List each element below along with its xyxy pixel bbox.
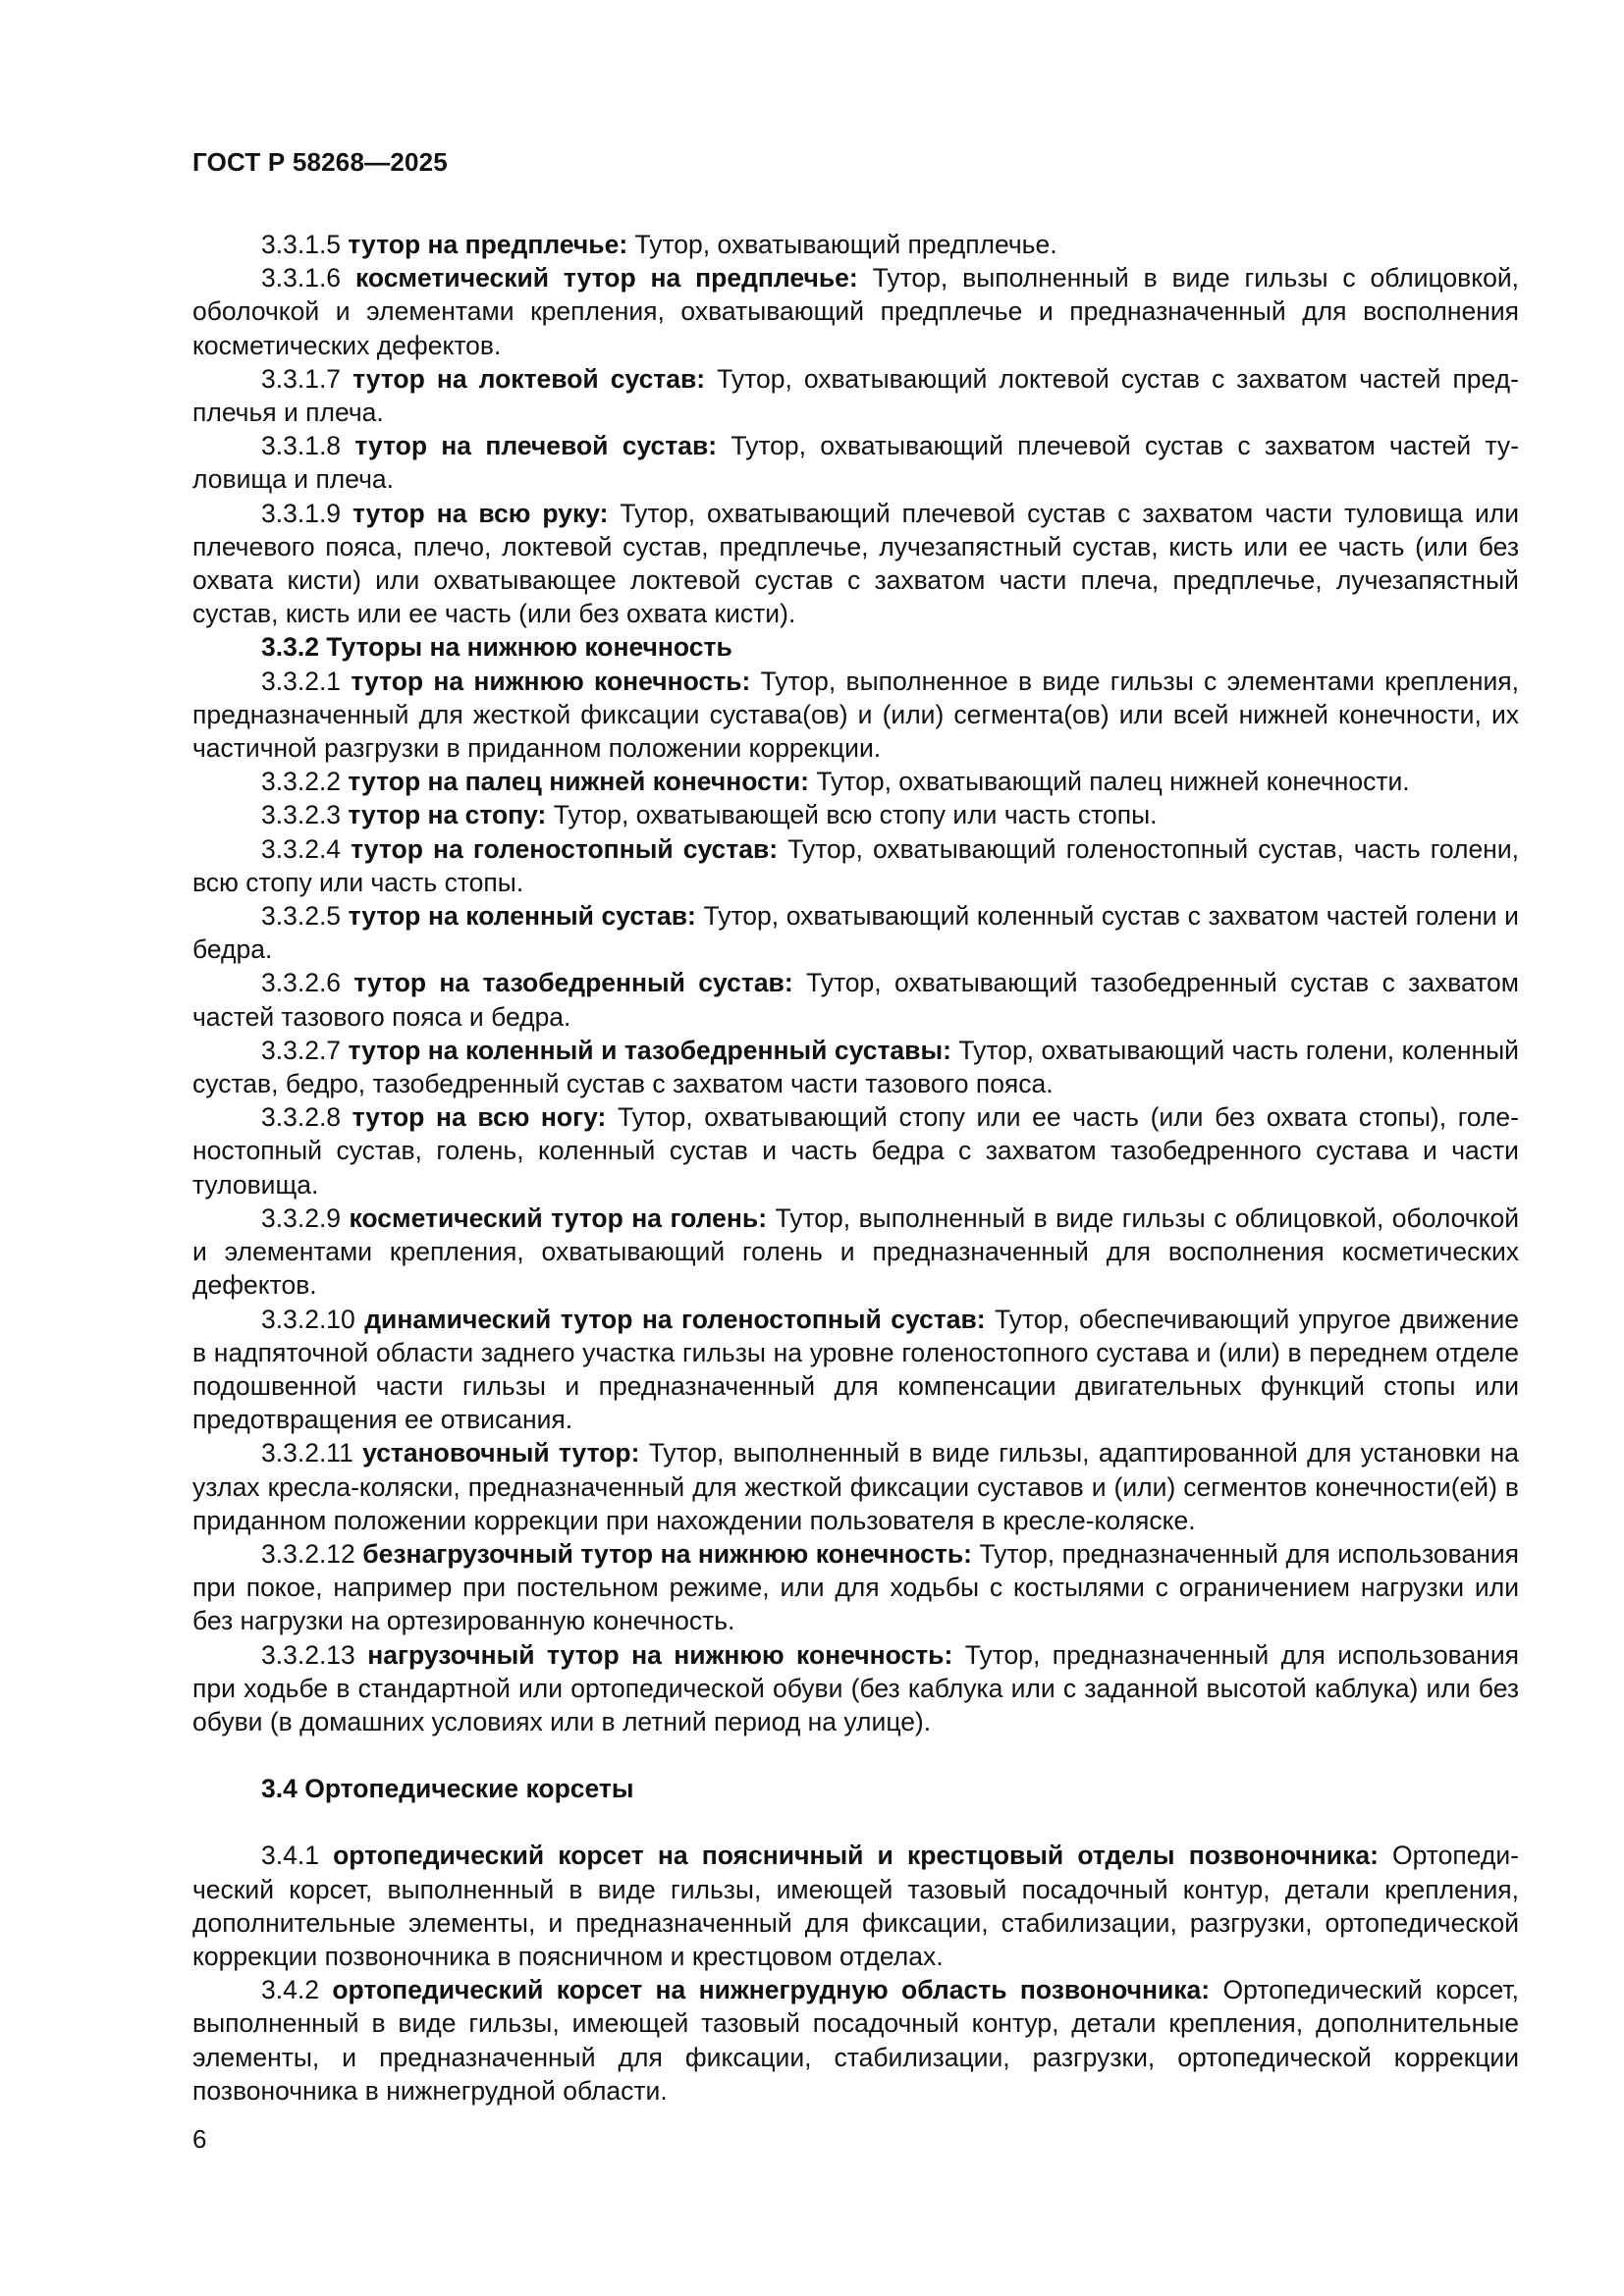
entry-definition: Тутор, выполненное в виде гильзы с элементами крепления, предназначенный для жесткой фиксации сустава(ов) и (или) сегмента(ов) или всей нижней конечности, их частичной разгрузки в приданном положении коррекции. xyxy=(192,666,1519,764)
entry-term: тутор на стопу: xyxy=(348,800,547,830)
entry-term: тутор на коленный и тазобедренный суставы: xyxy=(348,1035,951,1065)
entry-number: 3.3.2.1 xyxy=(261,666,342,696)
definition-entry xyxy=(192,899,1519,966)
entry-number: 3.3.2.10 xyxy=(261,1304,355,1334)
entry-number: 3.4.1 xyxy=(261,1841,319,1871)
entry-number: 3.3.1.5 xyxy=(261,230,342,259)
entry-definition: Тутор, охватывающий стопу или ее часть (или без охвата стопы), голеностопный сустав, голень, коленный сустав и часть бедра с захватом тазобедренного сустава и части туловища. xyxy=(192,1102,1519,1200)
entry-term: ортопедический корсет на нижнегрудную область позвоночника: xyxy=(332,1975,1211,2005)
entry-definition: Ортопедический корсет, выполненный в виде гильзы, имеющей тазовый посадочный контур, детали крепления, дополнительные элементы, и предназначенный для фиксации, стабилизации, разгрузки, ортопедической коррекции позвоночника в нижнегрудной области. xyxy=(192,1975,1519,2106)
entry-number: 3.3.2.5 xyxy=(261,901,342,932)
entry-term: тутор на нижнюю конечность: xyxy=(351,666,751,696)
entry-definition: Тутор, охватывающий коленный сустав с захватом частей голени и бедра. xyxy=(192,901,1519,965)
definition-entry xyxy=(192,966,1519,1033)
entry-definition: Тутор, охватывающей всю стопу или часть стопы. xyxy=(546,800,1158,830)
entry-term: установочный тутор: xyxy=(362,1438,640,1468)
entry-definition: Тутор, охватывающий локтевой сустав с захватом частей предплечья и плеча. xyxy=(192,363,1519,428)
entry-number: 3.3.2.7 xyxy=(261,1035,342,1065)
entry-definition: Тутор, охватывающий тазобедренный сустав с захватом частей тазового пояса и бедра. xyxy=(192,968,1520,1032)
entry-number: 3.3.2.2 xyxy=(261,767,342,797)
definition-entry xyxy=(192,429,1519,496)
entry-number: 3.3.1.6 xyxy=(261,263,342,294)
entry-number: 3.3.2.11 xyxy=(261,1438,353,1468)
entry-definition: Тутор, предназначенный для использования при покое, например при постельном режиме, или для ходьбы с костылями с ограничением нагрузки или без нагрузки на ортезированную конечность. xyxy=(192,1538,1519,1636)
entry-definition: Тутор, охватывающий плечевой сустав с захватом части туловища или плечевого пояса, плечо, локтевой сустав, предплечье, лучезапястный сустав, кисть или ее часть (или без охвата кисти) или охватывающее локтевой сустав с захватом части плеча, предплечье, лучезапястный сустав, кисть или ее часть (или без охвата кисти). xyxy=(192,498,1520,629)
entry-term: динамический тутор на голеностопный сустав: xyxy=(364,1304,986,1334)
entry-number: 3.3.2.8 xyxy=(261,1102,342,1133)
entry-number: 3.4.2 xyxy=(261,1975,319,2005)
document-body xyxy=(192,228,1519,2108)
entry-number: 3.3.2.3 xyxy=(261,800,342,830)
definition-entry xyxy=(192,832,1519,899)
definition-entry xyxy=(192,665,1519,766)
entry-term: тутор на плечевой сустав: xyxy=(354,431,718,461)
entry-term: тутор на локтевой сустав: xyxy=(352,363,706,394)
definition-entry xyxy=(192,1303,1519,1437)
entry-definition: Тутор, охватывающий палец нижней конечности. xyxy=(808,767,1410,797)
entry-definition: Тутор, выполненный в виде гильзы, адаптированной для установки на узлах кресла-коляски, предназначенный для жесткой фиксации суставов и (или) сегментов конечности(ей) в приданном положении коррекции при нахождении пользователя в кресле-коляске. xyxy=(192,1438,1519,1535)
definition-entry xyxy=(192,1100,1519,1201)
entry-number: 3.3.1.8 xyxy=(261,431,342,461)
entry-term: тутор на палец нижней конечности: xyxy=(348,767,809,797)
entry-definition: Тутор, выполненный в виде гильзы с облицовкой, оболочкой и элементами крепления, охватывающий предплечье и предназначенный для восполнения косметических дефектов. xyxy=(192,263,1519,360)
entry-definition: Тутор, предназначенный для использования при ходьбе в стандартной или ортопедической обуви (без каблука или с заданной высотой каблука) или без обуви (в домашних условиях или в летний период на улице). xyxy=(192,1639,1519,1736)
entry-number: 3.3.2.4 xyxy=(261,833,342,864)
section-heading: 3.4 Ортопедические корсеты xyxy=(261,1774,634,1804)
page-number: 6 xyxy=(192,2124,207,2154)
definition-entry xyxy=(192,765,1519,798)
definition-entry xyxy=(192,1201,1519,1303)
entry-term: нагрузочный тутор на нижнюю конечность: xyxy=(367,1639,953,1670)
entry-number: 3.3.2.6 xyxy=(261,968,342,998)
entry-term: ортопедический корсет на поясничный и крестцовый отделы позвоночника: xyxy=(333,1841,1379,1871)
definition-entry xyxy=(192,1973,1519,2108)
entry-definition: Тутор, охватывающий предплечье. xyxy=(627,230,1057,259)
section-heading: 3.3.2 Туторы на нижнюю конечность xyxy=(261,632,732,663)
entry-term: тутор на предплечье: xyxy=(348,230,628,259)
entry-term: тутор на голеностопный сустав: xyxy=(351,833,779,864)
entry-number: 3.3.1.7 xyxy=(261,363,342,394)
definition-entry xyxy=(192,1638,1519,1739)
entry-number: 3.3.2.9 xyxy=(261,1202,342,1233)
entry-definition: Ортопедический корсет, выполненный в виде гильзы, имеющей тазовый посадочный контур, детали крепления, дополнительные элементы, и предназначенный для фиксации, стабилизации, разгрузки, ортопедической коррекции позвоночника в поясничном и крестцовом отделах. xyxy=(192,1841,1519,1971)
definition-entry xyxy=(192,1034,1519,1100)
definition-entry xyxy=(192,1839,1519,1973)
definition-entry xyxy=(192,261,1519,362)
entry-number: 3.3.1.9 xyxy=(261,498,342,528)
entry-term: безнагрузочный тутор на нижнюю конечность: xyxy=(362,1538,972,1569)
entry-term: тутор на всю руку: xyxy=(352,498,609,528)
definition-entry xyxy=(192,362,1519,429)
definition-entry xyxy=(192,1537,1519,1638)
definition-entry xyxy=(192,798,1519,831)
entry-definition: Тутор, выполненный в виде гильзы с облицовкой, оболочкой и элементами крепления, охватывающий голень и предназначенный для восполнения косметических дефектов. xyxy=(192,1202,1519,1301)
entry-term: тутор на всю ногу: xyxy=(352,1102,607,1133)
definition-entry xyxy=(192,228,1519,261)
definition-entry xyxy=(192,497,1519,631)
entry-term: косметический тутор на голень: xyxy=(349,1202,768,1233)
definition-entry xyxy=(192,1436,1519,1537)
entry-term: тутор на коленный сустав: xyxy=(348,901,696,932)
entry-definition: Тутор, обеспечивающий упругое движение в надпяточной области заднего участка гильзы на уровне голеностопного сустава и (или) в переднем отделе подошвенной части гильзы и предназначенный для компенсации двигательных функций стопы или предотвращения ее отвисания. xyxy=(192,1304,1519,1435)
entry-term: тутор на тазобедренный сустав: xyxy=(353,968,793,998)
entry-definition: Тутор, охватывающий голеностопный сустав, часть голени, всю стопу или часть стопы. xyxy=(192,833,1519,897)
entry-number: 3.3.2.12 xyxy=(261,1538,355,1569)
entry-number: 3.3.2.13 xyxy=(261,1639,355,1670)
entry-term: косметический тутор на предплечье: xyxy=(354,263,858,294)
entry-definition: Тутор, охватывающий часть голени, коленный сустав, бедро, тазобедренный сустав с захватом части тазового пояса. xyxy=(192,1035,1519,1099)
standard-header: ГОСТ Р 58268—2025 xyxy=(192,147,448,177)
entry-definition: Тутор, охватывающий плечевой сустав с захватом частей туловища и плеча. xyxy=(192,431,1519,495)
